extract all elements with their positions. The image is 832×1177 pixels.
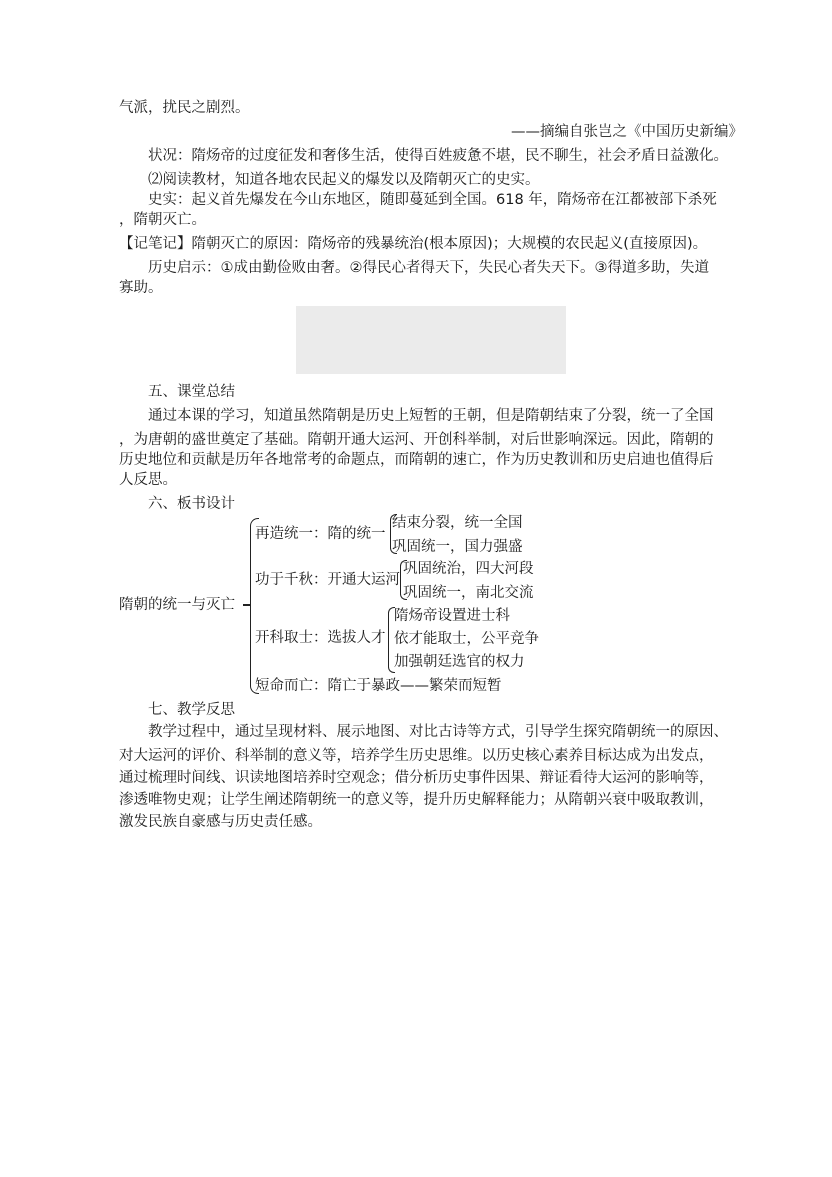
board-item: 巩固统一，南北交流	[403, 585, 534, 601]
text-line: 教学过程中，通过呈现材料、展示地图、对比古诗等方式，引导学生探究隋朝统一的原因、	[148, 724, 728, 740]
board-item: 结束分裂，统一全国	[392, 515, 523, 531]
text-line: 对大运河的评价、科举制的意义等，培养学生历史思维。以历史核心素养目标达成为出发点，	[119, 748, 714, 764]
board-item: 巩固统治，四大河段	[403, 561, 534, 577]
text-line: 状况：隋炀帝的过度征发和奢侈生活，使得百姓疲惫不堪，民不聊生，社会矛盾日益激化。	[148, 148, 728, 164]
board-root: 隋朝的统一与灭亡	[119, 597, 235, 613]
board-item: 依才能取士，公平竞争	[394, 631, 539, 647]
brace-main	[250, 518, 259, 694]
text-line: 寡助。	[119, 280, 163, 296]
text-line: 通过本课的学习，知道虽然隋朝是历史上短暂的王朝，但是隋朝结束了分裂，统一了全国	[148, 408, 714, 424]
section-heading: 七、教学反思	[148, 702, 235, 718]
text-line: 史实：起义首先爆发在今山东地区，随即蔓延到全国。618 年，隋炀帝在江都被部下杀死	[148, 192, 717, 208]
text-line: 气派，扰民之剧烈。	[119, 100, 250, 116]
brace-tip	[243, 604, 250, 606]
text-line: 人反思。	[119, 472, 177, 488]
text-line: ⑵阅读教材，知道各地农民起义的爆发以及隋朝灭亡的史实。	[148, 172, 540, 188]
board-item: 隋炀帝设置进士科	[394, 608, 510, 624]
text-line: 通过梳理时间线、识读地图培养时空观念；借分析历史事件因果、辩证看待大运河的影响等，	[119, 770, 714, 786]
board-branch-2: 功于千秋：开通大运河	[255, 572, 400, 588]
board-branch-3: 开科取士：选拔人才	[255, 630, 386, 646]
board-branch-4: 短命而亡：隋亡于暴政——繁荣而短暂	[255, 678, 502, 694]
board-item: 巩固统一，国力强盛	[392, 539, 523, 555]
text-line: 历史地位和贡献是历年各地常考的命题点，而隋朝的速亡，作为历史教训和历史启迪也值得后	[119, 452, 714, 468]
board-branch-1: 再造统一：隋的统一	[255, 526, 386, 542]
note-line: 【记笔记】隋朝灭亡的原因：隋炀帝的残暴统治(根本原因)；大规模的农民起义(直接原因)。	[119, 236, 708, 252]
text-line: 历史启示：①成由勤俭败由奢。②得民心者得天下，失民心者失天下。③得道多助，失道	[148, 260, 709, 276]
text-line: ，为唐朝的盛世奠定了基础。隋朝开通大运河、开创科举制，对后世影响深远。因此，隋朝的	[119, 432, 714, 448]
section-heading: 六、板书设计	[148, 496, 235, 512]
banner-dot-icon	[296, 306, 566, 374]
text-line: 激发民族自豪感与历史责任感。	[119, 814, 322, 830]
text-line: ，隋朝灭亡。	[119, 212, 206, 228]
board-item: 加强朝廷选官的权力	[394, 654, 525, 670]
section-heading: 五、课堂总结	[148, 384, 235, 400]
text-line: 渗透唯物史观；让学生阐述隋朝统一的意义等，提升历史解释能力；从隋朝兴衰中吸取教训，	[119, 792, 714, 808]
citation: ——摘编自张岂之《中国历史新编》	[511, 124, 743, 140]
